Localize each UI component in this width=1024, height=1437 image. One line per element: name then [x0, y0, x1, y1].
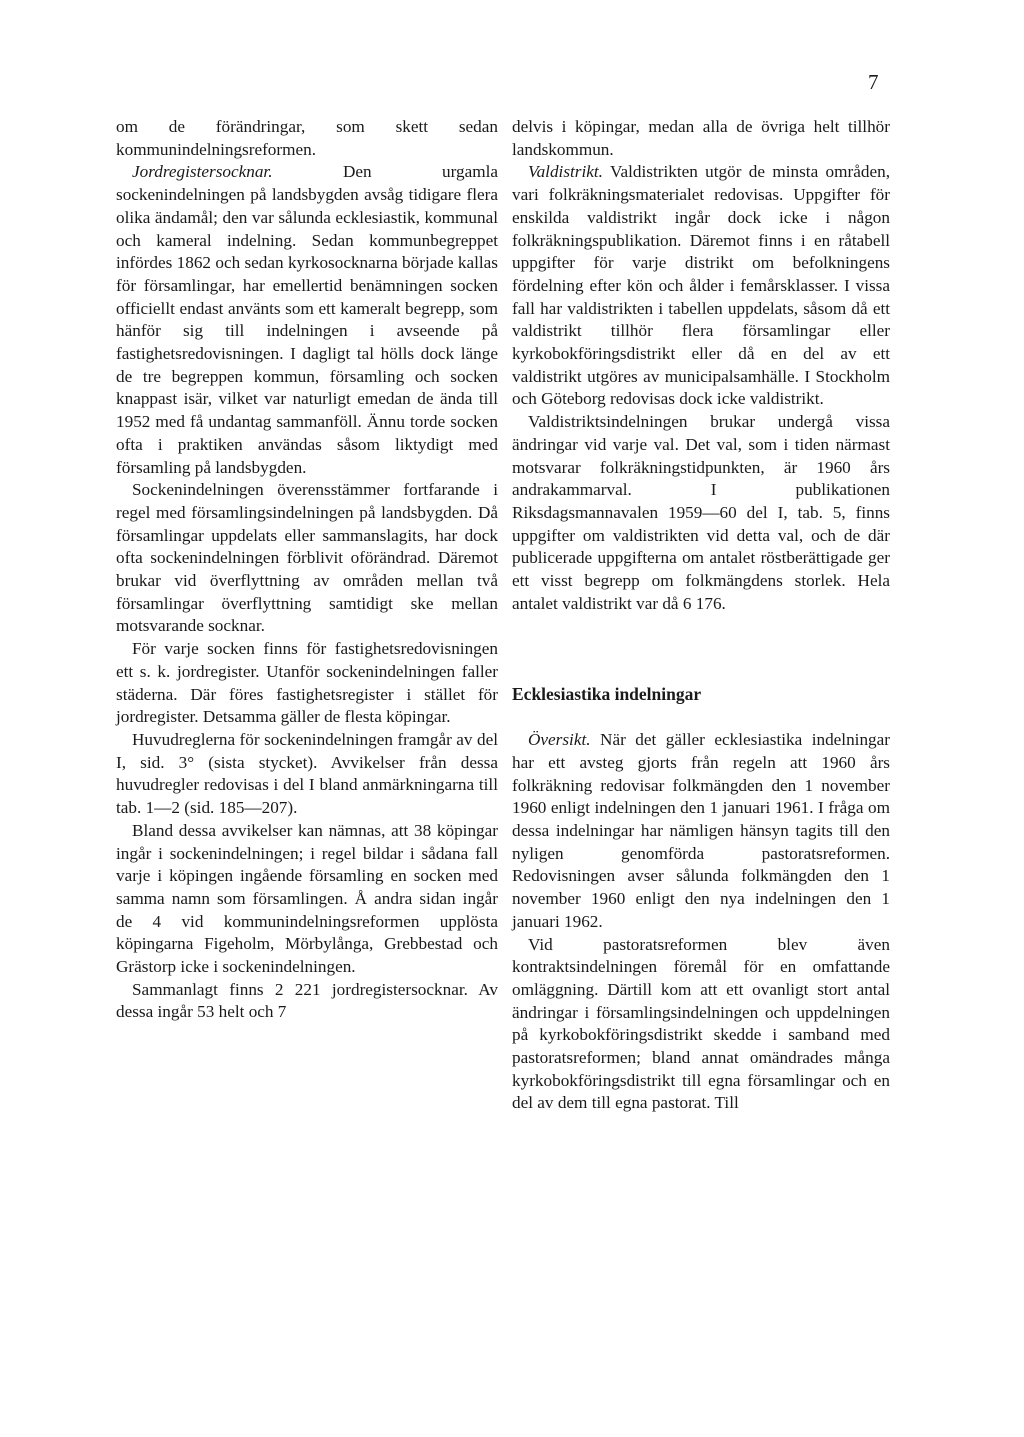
paragraph-jordregistersocknar — [116, 161, 498, 479]
paragraph-lead: Jordregistersocknar. — [132, 162, 273, 182]
right-column — [512, 116, 890, 1115]
paragraph: Huvudreglerna för sockenindelningen framgår av del I, sid. 3° (sista stycket). Avvikelser från dessa huvudregler redovisas i del I bland anmärkningarna till tab. 1—2 (sid. 185—207). — [116, 729, 498, 818]
paragraph: Valdistriktsindelningen brukar undergå vissa ändringar vid varje val. Det val, som i tiden närmast motsvarar folkräkningstidpunkten, är 1960 års andrakammarval. I publikationen Riksdagsmannavalen 1959—60 del I, tab. 5, finns uppgifter om valdistrikten vid detta val, och de där publicerade uppgifterna om antalet röstberättigade ger ett visst begrepp om folkmängdens storlek. Hela antalet valdistrikt var då 6 176. — [512, 412, 890, 613]
paragraph-text: Valdistrikten utgör de minsta områden, vari folkräkningsmaterialet redovisas. Uppgifter för enskilda valdistrikt ingår dock icke i någon folkräkningspublikation. Däremot finns i en råtabell uppgifter för varje distrikt om befolkningens fördelning efter kön och ålder i femårsklasser. I vissa fall har valdistrikten i tabellen uppdelats, såsom då ett valdistrikt tillhör flera församlingar eller kyrkobokföringsdistrikt eller då en del av ett valdistrikt utgöres av municipalsamhälle. I Stockholm och Göteborg redovisas dock icke valdistrikt. — [512, 162, 890, 409]
left-column — [116, 116, 498, 1024]
paragraph-text: När det gäller ecklesiastika indelningar har ett avsteg gjorts från regeln att 1960 års folkräkning redovisar folkmängden den 1 november 1960 enligt indelningen den 1 januari 1961. I fråga om dessa indelningar har nämligen hänsyn tagits till den nyligen genomförda pastoratsreformen. Redovisningen avser sålunda folkmängden den 1 november 1960 enligt den nya indelningen den 1 januari 1962. — [512, 730, 890, 931]
paragraph: För varje socken finns för fastighetsredovisningen ett s. k. jordregister. Utanför sockenindelningen faller städerna. Där föres fastighetsregister i stället för jordregister. Detsamma gäller de flesta köpingar. — [116, 639, 498, 727]
paragraph-lead: Valdistrikt. — [528, 162, 603, 182]
paragraph-valdistrikt — [512, 161, 890, 411]
paragraph: Sammanlagt finns 2 221 jordregistersocknar. Av dessa ingår 53 helt och 7 — [116, 979, 498, 1022]
paragraph-text: Den urgamla sockenindelningen på landsbygden avsåg tidigare flera olika ändamål; den var sålunda ecklesiastik, kommunal och kameral indelning. Sedan kommunbegreppet infördes 1862 och sedan kyrkosocknarna började kallas för församlingar, har emellertid benämningen socken officiellt endast använts som ett kameralt begrepp, som hänför sig till indelningen i avseende på fastighetsredovisningen. I dagligt tal hölls dock länge de tre begreppen kommun, församling och socken knappast isär, vilket var naturligt emedan de ända till 1952 med få undantag sammanföll. Ännu torde socken ofta i praktiken användas såsom liktydigt med församling på landsbygden. — [116, 162, 498, 477]
page-number: 7 — [868, 70, 879, 94]
spacer — [512, 615, 890, 683]
paragraph-oversikt — [512, 729, 890, 933]
paragraph: delvis i köpingar, medan alla de övriga helt tillhör landskommun. — [512, 117, 890, 159]
spacer — [512, 706, 890, 729]
paragraph: Vid pastoratsreformen blev även kontraktsindelningen föremål för en omfattande omläggning. Därtill kom att ett ovanligt stort antal ändringar i församlingsindelningen och uppdelningen på kyrkobokföringsdistrikt skedde i samband med pastoratsreformen; bland annat omändrades många kyrkobokföringsdistrikt till egna församlingar och en del av dem till egna pastorat. Till — [512, 934, 890, 1113]
paragraph: Sockenindelningen överensstämmer fortfarande i regel med församlingsindelningen på landsbygden. Då församlingar uppdelats eller sammanslagits, har dock ofta sockenindelningen förblivit oförändrad. Däremot brukar vid överflyttning av områden mellan två församlingar överflyttning samtidigt ske mellan motsvarande socknar. — [116, 480, 498, 636]
paragraph: om de förändringar, som skett sedan kommunindelningsreformen. — [116, 117, 498, 159]
section-heading: Ecklesiastika indelningar — [512, 684, 702, 705]
paragraph: Bland dessa avvikelser kan nämnas, att 38 köpingar ingår i sockenindelningen; i regel bildar i sådana fall varje i köpingen ingående församling en socken med samma namn som församlingen. Å andra sidan ingår de 4 vid kommunindelningsreformen upplösta köpingarna Figeholm, Mörbylånga, Grebbestad och Grästorp icke i sockenindelningen. — [116, 820, 498, 977]
paragraph-lead: Översikt. — [528, 730, 591, 750]
